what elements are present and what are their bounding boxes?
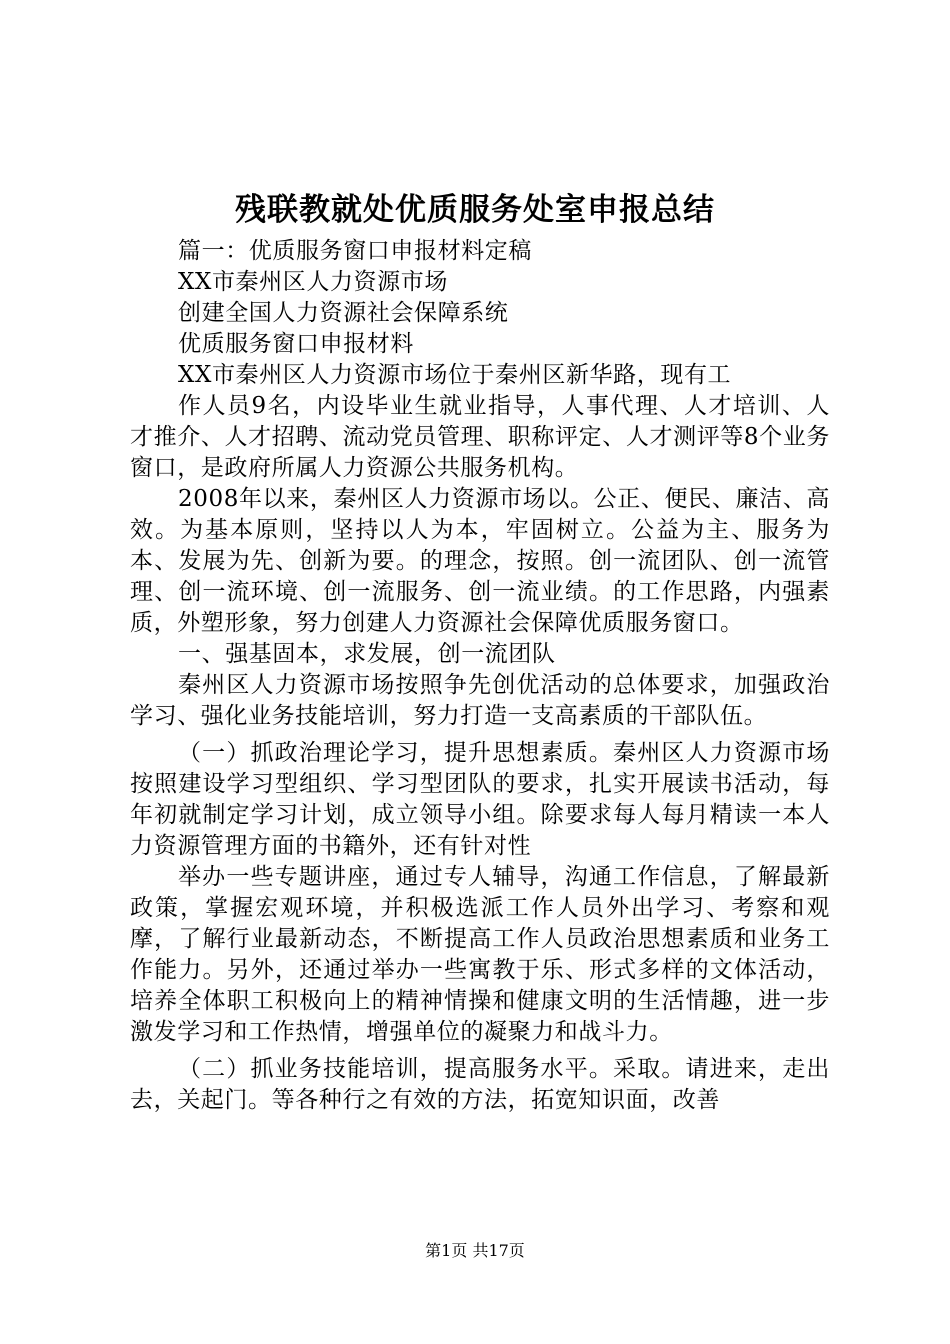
paragraph: 优质服务窗口申报材料 (178, 331, 414, 357)
paragraph: 篇一：优质服务窗口申报材料定稿 (178, 238, 532, 264)
paragraph: 作人员9名，内设毕业生就业指导，人事代理、人才培训、人才推介、人才招聘、流动党员管理、职称评定、人才测评等8个业务窗口，是政府所属人力资源公共服务机构。 (130, 393, 830, 481)
paragraph: 2008年以来，秦州区人力资源市场以。公正、便民、廉洁、高效。为基本原则，坚持以人为本，牢固树立。公益为主、服务为本、发展为先、创新为要。的理念，按照。创一流团队、创一流管理、创一流环境、创一流服务、创一流业绩。的工作思路，内强素质，外塑形象，努力创建人力资源社会保障优质服务窗口。 (130, 486, 830, 636)
paragraph: XX市秦州区人力资源市场 (178, 269, 448, 295)
paragraph: （一）抓政治理论学习，提升思想素质。秦州区人力资源市场按照建设学习型组织、学习型团队的要求，扎实开展读书活动，每年初就制定学习计划，成立领导小组。除要求每人每月精读一本人力资源管理方面的书籍外，还有针对性 (130, 740, 830, 859)
page-number-footer: 第1页 共17页 (425, 1241, 525, 1260)
paragraph: 创建全国人力资源社会保障系统 (178, 300, 509, 326)
paragraph: （二）抓业务技能培训，提高服务水平。采取。请进来，走出去，关起门。等各种行之有效的方法，拓宽知识面，改善 (130, 1056, 830, 1113)
paragraph: 一、强基固本，求发展，创一流团队 (178, 641, 556, 667)
paragraph: XX市秦州区人力资源市场位于秦州区新华路，现有工 (178, 362, 732, 388)
document-title: 残联教就处优质服务处室申报总结 (235, 192, 715, 228)
document-body (130, 236, 830, 1116)
paragraph: 举办一些专题讲座，通过专人辅导，沟通工作信息，了解最新政策，掌握宏观环境，并积极选派工作人员外出学习、考察和观摩，了解行业最新动态，不断提高工作人员政治思想素质和业务工作能力。另外，还通过举办一些寓教于乐、形式多样的文体活动，培养全体职工积极向上的精神情操和健康文明的生活情趣，进一步激发学习和工作热情，增强单位的凝聚力和战斗力。 (130, 864, 830, 1045)
paragraph: 秦州区人力资源市场按照争先创优活动的总体要求，加强政治学习、强化业务技能培训，努力打造一支高素质的干部队伍。 (130, 672, 830, 729)
